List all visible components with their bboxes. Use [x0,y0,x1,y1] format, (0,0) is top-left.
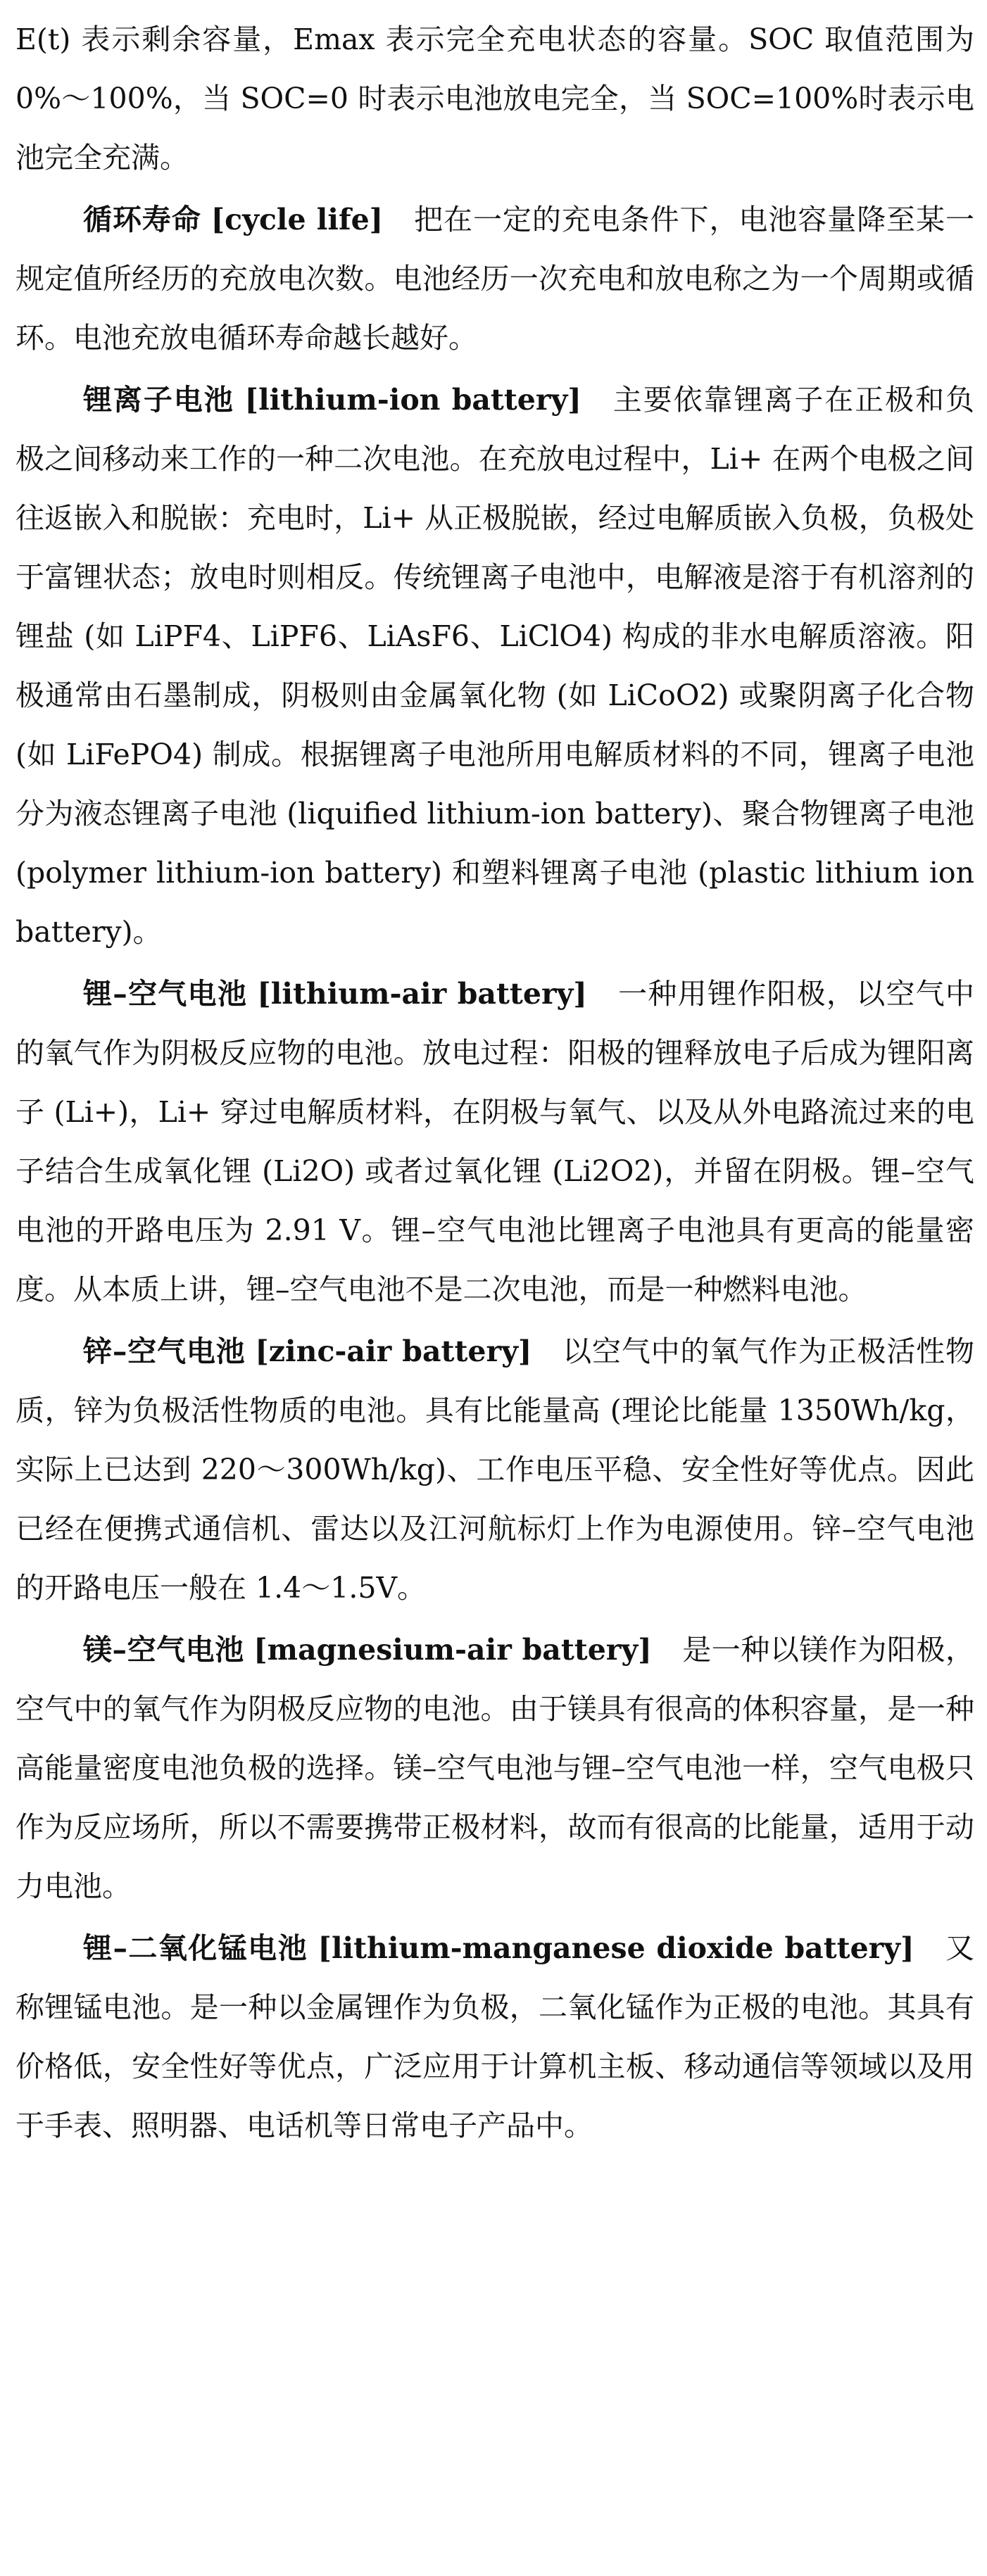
entry-magnesium-air-battery [15,1620,974,1916]
entry-definition: 主要依靠锂离子在正极和负极之间移动来工作的一种二次电池。在充放电过程中，Li+ 在两个电极之间往返嵌入和脱嵌：充电时，Li+ 从正极脱嵌，经过电解质嵌入负极，负极处于富锂状态；放电时则相反。传统锂离子电池中，电解液是溶于有机溶剂的锂盐 (如 LiPF4、LiPF6、LiAsF6、LiClO4) 构成的非水电解质溶液。阳极通常由石墨制成，阴极则由金属氧化物 (如 LiCoO2) 或聚阴离子化合物 (如 LiFePO4) 制成。根据锂离子电池所用电解质材料的不同，锂离子电池分为液态锂离子电池 (liquified lithium-ion battery)、聚合物锂离子电池 (polymer lithium-ion battery) 和塑料锂离子电池 (plastic lithium ion battery)。 [15,383,975,949]
entry-heading: 锂离子电池 [83,383,234,417]
entry-heading: 锂–空气电池 [83,977,248,1011]
entry-definition: 以空气中的氧气作为正极活性物质，锌为负极活性物质的电池。具有比能量高 (理论比能量 1350Wh/kg，实际上已达到 220～300Wh/kg)、工作电压平稳、安全性好等优点。因此已经在便携式通信机、雷达以及江河航标灯上作为电源使用。锌–空气电池的开路电压一般在 1.4～1.5V。 [15,1334,974,1605]
entry-heading: 锂–二氧化锰电池 [83,1931,308,1965]
entry-cycle-life [15,190,974,367]
entry-lithium-manganese-dioxide-battery [15,1919,974,2155]
entry-definition: 把在一定的充电条件下，电池容量降至某一规定值所经历的充放电次数。电池经历一次充电和放电称之为一个周期或循环。电池充放电循环寿命越长越好。 [15,203,975,355]
entry-english-term: [lithium-manganese dioxide battery] [318,1931,914,1965]
entry-lithium-ion-battery [15,370,974,961]
intro-paragraph: E(t) 表示剩余容量，Emax 表示完全充电状态的容量。SOC 取值范围为 0%～100%，当 SOC=0 时表示电池放电完全，当 SOC=100%时表示电池完全充满。 [15,23,974,175]
entry-heading: 锌–空气电池 [83,1334,246,1368]
entry-english-term: [lithium-air battery] [257,977,587,1011]
entry-definition: 又称锂锰电池。是一种以金属锂作为负极，二氧化锰作为正极的电池。其具有价格低，安全性好等优点，广泛应用于计算机主板、移动通信等领域以及用于手表、照明器、电话机等日常电子产品中。 [15,1931,974,2142]
entry-zinc-air-battery [15,1322,974,1617]
entry-definition: 是一种以镁作为阳极，空气中的氧气作为阴极反应物的电池。由于镁具有很高的体积容量，是一种高能量密度电池负极的选择。镁–空气电池与锂–空气电池一样，空气电极只作为反应场所，所以不需要携带正极材料，故而有很高的比能量，适用于动力电池。 [15,1633,975,1903]
entry-lithium-air-battery [15,964,974,1319]
entry-heading: 循环寿命 [83,203,201,236]
entry-english-term: [zinc-air battery] [255,1334,532,1368]
entry-heading: 镁–空气电池 [83,1633,244,1667]
entry-definition: 一种用锂作阳极，以空气中的氧气作为阴极反应物的电池。放电过程：阳极的锂释放电子后成为锂阳离子 (Li+)，Li+ 穿过电解质材料，在阴极与氧气、以及从外电路流过来的电子结合生成氧化锂 (Li2O) 或者过氧化锂 (Li2O2)，并留在阴极。锂–空气电池的开路电压为 2.91 V。锂–空气电池比锂离子电池具有更高的能量密度。从本质上讲，锂–空气电池不是二次电池，而是一种燃料电池。 [15,977,974,1306]
entry-english-term: [magnesium-air battery] [253,1633,652,1667]
entry-english-term: [lithium-ion battery] [244,383,581,417]
entry-english-term: [cycle life] [210,203,384,236]
